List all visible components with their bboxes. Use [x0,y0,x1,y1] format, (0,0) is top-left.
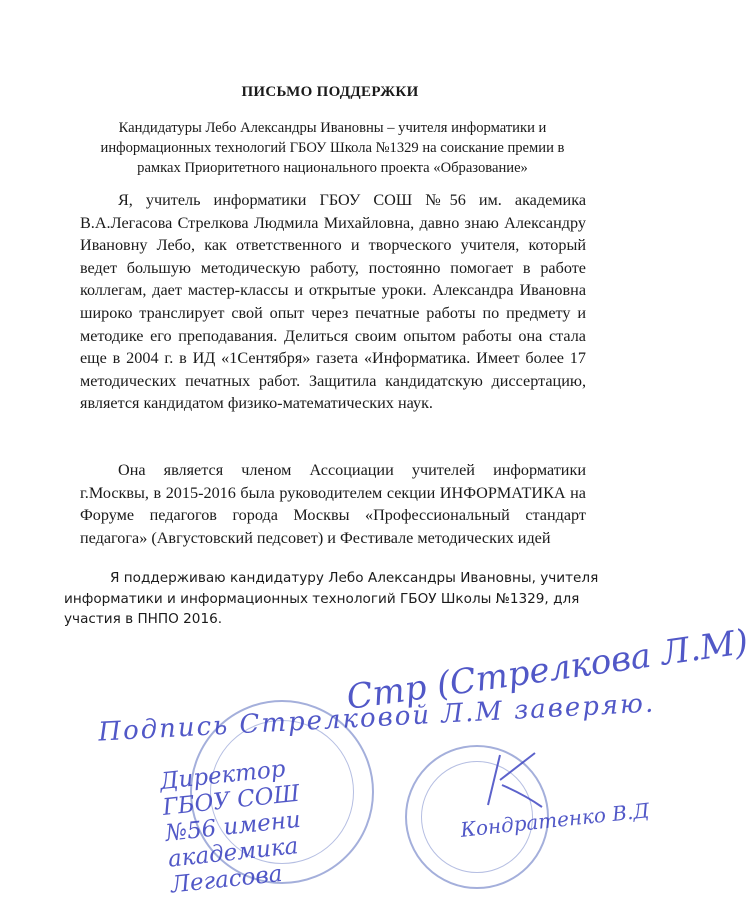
handwritten-signature: Стр (Стрелкова Л.М) [344,622,751,718]
handwritten-certification: Подпись Стрелковой Л.М заверяю. [97,688,656,748]
body-paragraph-2: Она является членом Ассоциации учителей информатики г.Москвы, в 2015-2016 была руководителем секции ИНФОРМАТИКА на Форуме педагогов города Москвы «Профессиональный стандарт педагога» (Августовский педсовет) и Фестивале методических идей [80,461,586,547]
director-signature-scribble [480,745,550,815]
handwritten-director-signature: Кондратенко В.Д [459,798,651,842]
handwritten-director-block: Директор ГБОУ СОШ №56 имени академика Легасова [158,756,302,899]
body-paragraph-1: Я, учитель информатики ГБОУ СОШ №56 им. академика В.А.Легасова Стрелкова Людмила Михайловна, давно знаю Александру Ивановну Лебо, как ответственного и творческого учителя, который ведет большую методическую работу, постоянно помогает в работе коллегам, дает мастер-классы и открытые уроки. Александра Ивановна широко транслирует свой опыт через печатные работы по предмету и методике его преподавания. Делиться своим опытом работы она стала еще в 2004 г. в ИД «1Сентября» газета «Информатика. Имеет более 17 методических печатных работ. Защитила кандидатскую диссертацию, является кандидатом физико-математических наук. [80,191,586,413]
letter-title: ПИСЬМО ПОДДЕРЖКИ [241,84,419,100]
support-note: Я поддерживаю кандидатуру Лебо Александры Ивановны, учителя информатики и информационных технологий ГБОУ Школы №1329, для участия в ПНПО 2016. [64,570,599,627]
letter-subtitle: Кандидатуры Лебо Александры Ивановны – учителя информатики и информационных технологий ГБОУ Школа №1329 на соискание премии в рамках Приоритетного национального проекта «Образование» [100,120,565,176]
